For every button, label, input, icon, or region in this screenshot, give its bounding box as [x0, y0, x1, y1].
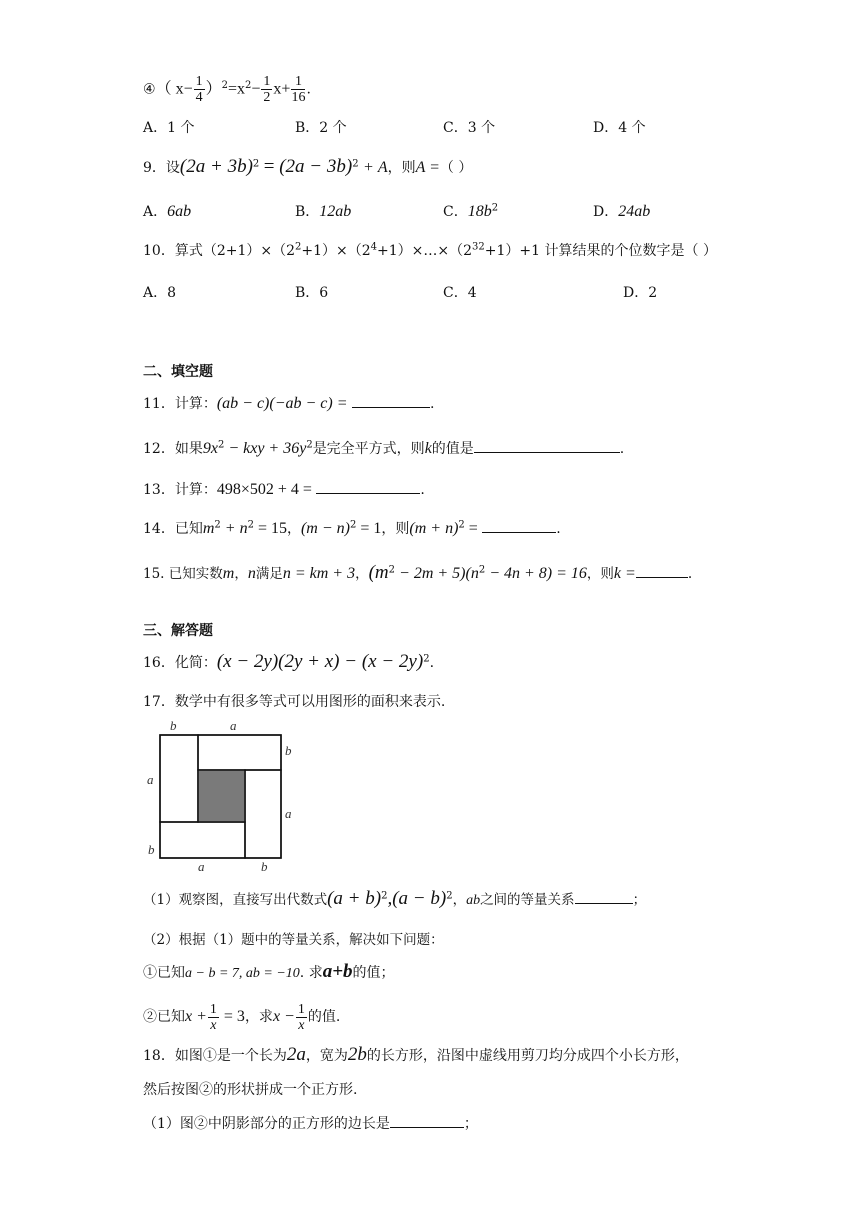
q17-sub1: [143, 962, 395, 984]
comma: ，: [234, 566, 248, 582]
fraction: [291, 74, 305, 105]
text-part: 的值.: [307, 1009, 341, 1025]
answer-blank[interactable]: [390, 1113, 464, 1128]
q10-option-b[interactable]: B．6: [295, 285, 329, 301]
option-value: 6ab: [167, 203, 192, 220]
label-bottom-a: a: [198, 859, 205, 874]
comma: ，: [355, 566, 369, 582]
text-part: 的长方形，沿图中虚线用剪刀均分成四个小长方形，: [366, 1048, 689, 1064]
connector: ，则: [387, 160, 416, 176]
expr-part: (m + n): [409, 520, 459, 537]
numerator: 1: [263, 74, 271, 89]
q10-option-c[interactable]: C．4: [443, 285, 477, 301]
text-part: ②已知: [143, 1009, 185, 1025]
q12-stem: [143, 438, 624, 459]
exponent: 2: [352, 158, 359, 170]
period: .: [420, 482, 425, 498]
text-part: （1）图②中阴影部分的正方形的边长是: [143, 1116, 390, 1132]
exponent: 2: [446, 890, 453, 902]
option-value: 18b: [467, 203, 492, 220]
exponent: 2: [349, 519, 357, 531]
exponent: 2: [221, 79, 228, 91]
label-right-a: a: [285, 806, 292, 821]
exponent: 2: [388, 564, 396, 576]
expr-part: = 15: [253, 520, 287, 537]
question-number: 16．化简：: [143, 655, 217, 671]
exponent: 2: [423, 653, 430, 665]
q18-stem-line2: 然后按图②的形状拼成一个正方形.: [143, 1082, 358, 1098]
fraction: [261, 74, 272, 105]
shaded-center-square: [198, 770, 245, 822]
expr-part: 2b: [347, 1044, 367, 1065]
variable: k: [424, 440, 432, 457]
text-part: 18．如图①是一个长为: [143, 1048, 287, 1064]
q9-option-d[interactable]: [593, 202, 650, 222]
answer-blank[interactable]: [482, 518, 556, 533]
label-left-b: b: [148, 842, 155, 857]
period: .: [429, 396, 435, 412]
exponent: 2: [245, 79, 252, 91]
variable: ab: [466, 893, 481, 908]
variable: m: [222, 565, 235, 582]
period: .: [619, 441, 625, 457]
expr-part: A =: [415, 159, 440, 176]
numerator: 1: [297, 1001, 305, 1017]
expr-part: + A: [363, 159, 388, 176]
exponent: 2: [295, 241, 302, 253]
expr-part: 2a: [286, 1044, 306, 1065]
text-part: 是完全平方式，则: [312, 441, 425, 457]
text-part: . 求: [299, 965, 323, 981]
exponent: 2: [381, 890, 388, 902]
text-part: +1）×…×（2: [377, 243, 473, 259]
option-letter: A．: [143, 204, 168, 220]
q9-option-a[interactable]: [143, 202, 191, 222]
numerator: 1: [195, 74, 203, 89]
answer-blank[interactable]: [352, 393, 430, 408]
q9-stem: [143, 157, 472, 178]
text-part: +1）+1 计算结果的个位数字是（ ）: [484, 243, 717, 259]
option-value: 12ab: [319, 203, 352, 220]
q8-option-a[interactable]: A．1 个: [143, 120, 195, 136]
fraction: [194, 74, 205, 105]
expr-part: −: [251, 80, 261, 98]
exponent: 2: [458, 519, 465, 531]
variable: n: [247, 565, 256, 582]
numerator: 1: [209, 1001, 217, 1017]
question-number: 12．如果: [143, 441, 203, 457]
exponent: 2: [478, 564, 486, 576]
question-number: 9．设: [143, 160, 180, 176]
period: .: [556, 521, 561, 537]
option-letter: C．: [443, 204, 468, 220]
exponent: 2: [247, 519, 254, 531]
connector: ，则: [586, 566, 614, 582]
question-number: 13．计算：: [143, 482, 217, 498]
q18-part1: [143, 1113, 478, 1134]
semicolon: ；: [463, 1116, 478, 1132]
q17-stem: 17．数学中有很多等式可以用图形的面积来表示.: [143, 694, 446, 710]
expr-part: x −: [272, 1008, 295, 1025]
expr-part: a − b = 7, ab = −10: [185, 966, 300, 981]
answer-blank[interactable]: [316, 479, 420, 494]
text-part: ①已知: [143, 965, 185, 981]
expr-part: (2a + 3b): [179, 156, 253, 177]
question-number: 15. 已知实数: [143, 566, 223, 582]
expr-part: ）: [205, 80, 222, 98]
expr-part: ,(a − b): [387, 888, 447, 909]
option-value: 24ab: [618, 203, 651, 220]
expr-part: − 2m + 5)(n: [395, 565, 479, 582]
q8-option-b[interactable]: B．2 个: [295, 120, 347, 136]
question-number: 11．计算：: [143, 396, 217, 412]
option-letter: D．: [593, 204, 619, 220]
label-left-a: a: [147, 772, 154, 787]
left-rect: [160, 735, 198, 822]
text-part: 满足: [255, 566, 283, 582]
answer-paren: （ ）: [439, 160, 473, 176]
expr-part: =x: [227, 80, 246, 98]
exponent: 2: [214, 519, 221, 531]
q8-option-c[interactable]: C．3 个: [443, 120, 496, 136]
text-part: ，宽为: [305, 1048, 348, 1064]
text-part: 的值是: [431, 441, 474, 457]
expr-part: 9x: [202, 440, 218, 457]
comma: ，: [286, 521, 301, 537]
expr-part: =: [464, 520, 478, 537]
expr-part: (m − n): [300, 520, 350, 537]
expr-part: (x − 2y)(2y + x) − (x − 2y): [216, 651, 424, 672]
expr-part: a+b: [322, 961, 353, 982]
expr-part: x +: [185, 1008, 207, 1025]
expr-part: = 1: [356, 520, 382, 537]
label-right-b: b: [285, 743, 292, 758]
expr-part: k =: [613, 565, 636, 582]
q8-item4: [143, 74, 311, 105]
answer-blank[interactable]: [636, 563, 688, 578]
item-marker: ④: [143, 81, 156, 98]
fraction: [208, 1002, 219, 1033]
exponent: 32: [472, 241, 485, 253]
q17-part1: [143, 889, 646, 911]
expr-part: (m: [368, 562, 389, 583]
top-rect: [198, 735, 281, 770]
expr-part: x+: [273, 80, 291, 98]
expr-part: = 3: [219, 1008, 245, 1025]
expr-part: m: [202, 520, 215, 537]
q14-stem: [143, 518, 561, 539]
text-part: 的值；: [352, 965, 395, 981]
semicolon: ；: [632, 892, 647, 908]
expr-part: (2a − 3b): [279, 156, 353, 177]
q8-option-d[interactable]: D．4 个: [593, 120, 646, 136]
period: .: [429, 655, 435, 671]
text-part: ，求: [244, 1009, 273, 1025]
comma: ，: [452, 892, 467, 908]
text-part: （1）观察图，直接写出代数式: [143, 892, 328, 908]
q17-part2: （2）根据（1）题中的等量关系，解决如下问题：: [143, 932, 444, 948]
expr-part: 498×502 + 4 =: [216, 481, 312, 498]
denominator: x: [210, 1017, 217, 1033]
bottom-rect: [160, 822, 245, 858]
q15-stem: [143, 563, 692, 584]
q11-stem: [143, 393, 434, 414]
label-bottom-b: b: [261, 859, 268, 874]
q13-stem: [143, 479, 425, 500]
exponent: 4: [370, 241, 378, 253]
period: .: [687, 566, 693, 582]
section-heading-solve: 三、解答题: [143, 623, 213, 639]
denominator: 2: [263, 90, 271, 105]
denominator: x: [298, 1017, 305, 1033]
period: .: [306, 81, 311, 98]
expr-part: (ab − c)(−ab − c) =: [216, 395, 348, 412]
expr-part: − 4n + 8) = 16: [485, 565, 587, 582]
question-number: 14．已知: [143, 521, 203, 537]
exponent: 2: [306, 439, 313, 451]
denominator: 4: [195, 90, 203, 105]
section-heading-fill-blank: 二、填空题: [143, 364, 213, 380]
q16-stem: [143, 652, 434, 673]
expr-part: =: [263, 156, 280, 177]
right-rect: [245, 770, 281, 858]
fraction: [296, 1002, 307, 1033]
q9-option-c[interactable]: [443, 202, 498, 222]
q10-stem: [143, 241, 717, 261]
expr-part: (a + b): [327, 888, 382, 909]
exponent: 2: [252, 158, 260, 170]
q9-option-b[interactable]: [295, 202, 351, 222]
expr-part: n = km + 3: [282, 565, 356, 582]
answer-blank[interactable]: [474, 438, 620, 453]
exponent: 2: [217, 439, 225, 451]
connector: ，则: [381, 521, 410, 537]
denominator: 16: [291, 90, 306, 105]
label-top-b: b: [170, 718, 177, 733]
exponent: 2: [491, 202, 499, 214]
expr-part: （ x−: [155, 80, 193, 98]
expr-part: + n: [220, 520, 248, 537]
text-part: 10．算式（2+1）×（2: [143, 243, 295, 259]
q17-sub2: [143, 1000, 340, 1034]
label-top-a: a: [230, 718, 237, 733]
square-area-figure: [142, 714, 302, 874]
q10-option-d[interactable]: D．2: [623, 285, 658, 301]
answer-blank[interactable]: [575, 889, 633, 904]
numerator: 1: [291, 74, 305, 90]
text-part: 之间的等量关系: [480, 892, 575, 908]
expr-part: − kxy + 36y: [224, 440, 307, 457]
q10-option-a[interactable]: A．8: [143, 285, 177, 301]
option-letter: B．: [295, 204, 320, 220]
text-part: +1）×（2: [301, 243, 371, 259]
q18-stem-line1: [143, 1045, 689, 1066]
